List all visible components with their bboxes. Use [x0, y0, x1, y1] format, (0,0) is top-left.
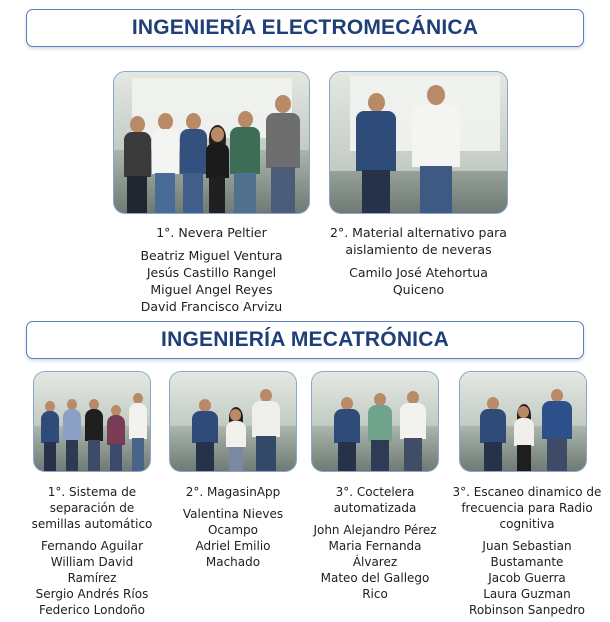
project-title: frecuencia para Radio: [461, 501, 593, 515]
award-photo-radio-cognitiva: [459, 371, 587, 472]
team-member: Quiceno: [392, 282, 445, 297]
team-member: Bustamante: [490, 555, 564, 569]
project-title: 3°. Coctelera: [335, 485, 415, 499]
project-title: 2°. MagasinApp: [185, 485, 281, 499]
project-title: 1°. Nevera Peltier: [156, 225, 267, 240]
team-member: William David: [50, 555, 134, 569]
project-caption-separacion-semillas: [27, 484, 157, 618]
team-member: Federico Londoño: [39, 603, 145, 617]
award-photo-coctelera: [311, 371, 439, 472]
project-title: cognitiva: [499, 517, 555, 531]
team-member: Beatriz Miguel Ventura: [140, 248, 283, 263]
project-caption-nevera-peltier: [113, 224, 310, 315]
team-member: Ocampo: [207, 523, 259, 537]
project-title: semillas automático: [31, 517, 153, 531]
project-caption-magasinapp: [168, 484, 298, 570]
project-caption-coctelera: [304, 484, 446, 602]
team-member: Jacob Guerra: [488, 571, 566, 585]
team-member: John Alejandro Pérez: [313, 523, 437, 537]
project-caption-radio-cognitiva: [451, 484, 603, 618]
team-member: Valentina Nieves: [182, 507, 284, 521]
team-member: Álvarez: [352, 555, 398, 569]
project-title: 2°. Material alternativo para: [330, 225, 507, 240]
team-member: Adriel Emilio: [195, 539, 271, 553]
team-member: David Francisco Arvizu: [140, 299, 283, 314]
team-member: Sergio Andrés Ríos: [35, 587, 149, 601]
project-title: automatizada: [333, 501, 417, 515]
team-member: Mateo del Gallego: [320, 571, 430, 585]
award-photo-magasinapp: [169, 371, 297, 472]
award-photo-material-aislamiento: [329, 71, 508, 214]
project-title: 1°. Sistema de: [47, 485, 137, 499]
project-title: separación de: [49, 501, 135, 515]
section-title-mecatronica: INGENIERÍA MECATRÓNICA: [26, 321, 584, 359]
team-member: Fernando Aguilar: [40, 539, 144, 553]
project-title: 3°. Escaneo dinamico de: [452, 485, 602, 499]
team-member: Robinson Sanpedro: [469, 603, 585, 617]
team-member: Ramírez: [67, 571, 117, 585]
project-title: aislamiento de neveras: [345, 242, 492, 257]
team-member: Maria Fernanda: [328, 539, 422, 553]
team-member: Camilo José Atehortua: [349, 265, 488, 280]
team-member: Laura Guzman: [483, 587, 571, 601]
team-member: Miguel Angel Reyes: [150, 282, 273, 297]
team-member: Juan Sebastian: [482, 539, 572, 553]
section-title-electromecanica: INGENIERÍA ELECTROMECÁNICA: [26, 9, 584, 47]
team-member: Rico: [362, 587, 388, 601]
project-caption-material-aislamiento: [319, 224, 518, 298]
award-photo-separacion-semillas: [33, 371, 151, 472]
team-member: Machado: [205, 555, 261, 569]
award-photo-nevera-peltier: [113, 71, 310, 214]
team-member: Jesús Castillo Rangel: [146, 265, 277, 280]
